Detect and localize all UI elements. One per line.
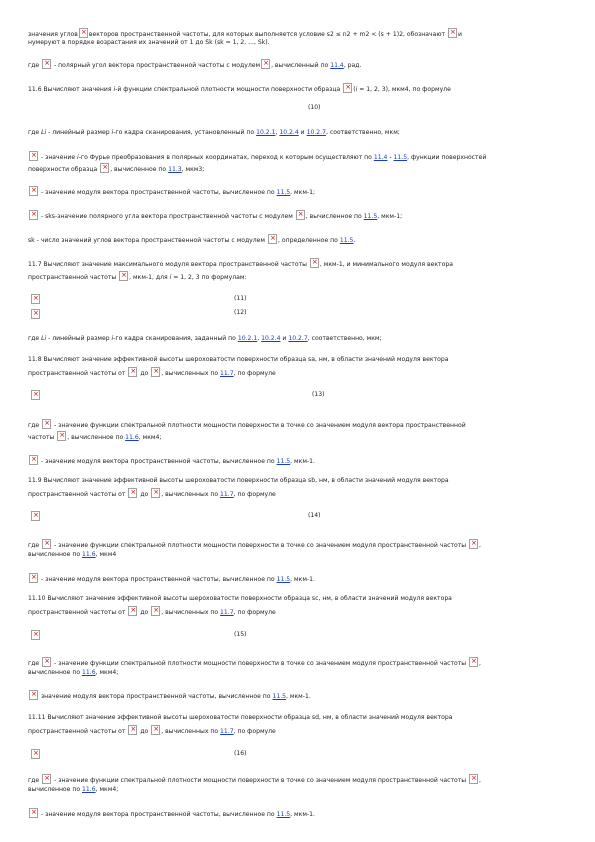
broken-image-icon: [128, 606, 137, 616]
formula-image-icon: [31, 511, 40, 521]
broken-image-icon: [42, 774, 51, 784]
link-11-4[interactable]: 11.4: [373, 154, 388, 161]
text-line: где × - полярный угол вектора пространственной частоты с модулем× , вычисленный по 11.4, рад.: [28, 59, 361, 70]
text-line: пространственной частоты от × до × , вычисленных по 11.7, по формуле: [28, 606, 276, 617]
link-11-7[interactable]: 11.7: [220, 491, 234, 498]
text-line: пространственной частоты от × до × , вычисленных по 11.7, по формуле: [28, 488, 276, 499]
broken-image-icon: [42, 539, 51, 549]
link-11-7[interactable]: 11.7: [220, 609, 234, 616]
broken-image-icon: [151, 606, 160, 616]
link-11-5[interactable]: 11.5: [276, 811, 291, 818]
link-11-6[interactable]: 11.6: [82, 551, 96, 558]
text-line: где × - значение функции спектральной плотности мощности поверхности в точке со значением модуля пространственной частоты × ,: [28, 539, 481, 550]
broken-image-icon: [29, 690, 38, 700]
formula-image-icon: [31, 294, 40, 304]
broken-image-icon: [343, 83, 352, 93]
broken-image-icon: [151, 488, 160, 498]
text-line: значения углов× векторов пространственной частоты, для которых выполняется условие s2 ≤ n2 + m2 < (s + 1)2, обозначают × и: [28, 28, 462, 39]
formula-number: (15): [234, 631, 247, 638]
link-11-4[interactable]: 11.4: [330, 62, 344, 69]
broken-image-icon: [296, 210, 305, 220]
text-line: нумеруют в порядке возрастания их значений от 1 до Sk (sk = 1, 2, ..., Sk).: [28, 39, 270, 46]
link-11-6[interactable]: 11.6: [82, 669, 96, 676]
text-line: × - значение i-го Фурье преобразования в полярных координатах, переход к которым осуществляют по 11.4 - 11.5, функции поверхностей: [28, 151, 486, 162]
link-11-6[interactable]: 11.6: [82, 786, 96, 793]
broken-image-icon: [79, 28, 88, 38]
broken-image-icon: [42, 59, 51, 69]
text-line: 11.8 Вычисляют значение эффективной высоты шероховатости поверхности образца sa, нм, в области значений модуля вектора: [28, 356, 449, 363]
text-line: частоты × , вычисленное по 11.6, мкм4;: [28, 431, 161, 442]
broken-image-icon: [29, 210, 38, 220]
link-10-2-4[interactable]: 10.2.4: [279, 129, 299, 136]
broken-image-icon: [128, 488, 137, 498]
broken-image-icon: [310, 258, 319, 268]
link-11-5[interactable]: 11.5: [339, 237, 354, 244]
link-11-3[interactable]: 11.3: [168, 166, 182, 173]
broken-image-icon: [29, 573, 38, 583]
text-line: 11.7 Вычисляют значение максимального модуля вектора пространственной частоты × , мкм-1, и минимального модуля вектора: [28, 258, 453, 269]
formula-image-icon: [31, 309, 40, 319]
link-11-5[interactable]: 11.5: [393, 154, 408, 161]
broken-image-icon: [29, 808, 38, 818]
link-11-7[interactable]: 11.7: [220, 370, 234, 377]
link-11-6[interactable]: 11.6: [125, 434, 139, 441]
text-line: где × - значение функции спектральной плотности мощности поверхности в точке со значением модуля вектора пространственной: [28, 419, 466, 430]
text-line: 11.11 Вычисляют значение эффективной высоты шероховатости поверхности образца sd, нм, в области значений модуля вектора: [28, 714, 453, 721]
text-line: вычисленное по 11.6, мкм4;: [28, 786, 119, 793]
text-line: 11.10 Вычисляют значение эффективной высоты шероховатости поверхности образца sc, нм, в области значений модуля вектора: [28, 595, 452, 602]
text-line: × - значение модуля вектора пространственной частоты, вычисленное по 11.5, мкм-1.: [28, 455, 315, 466]
formula-image-icon: [31, 390, 40, 400]
link-11-5[interactable]: 11.5: [276, 576, 291, 583]
link-11-5[interactable]: 11.5: [276, 458, 291, 465]
broken-image-icon: [469, 657, 478, 667]
link-10-2-7[interactable]: 10.2.7: [288, 335, 308, 342]
broken-image-icon: [128, 725, 137, 735]
broken-image-icon: [268, 234, 277, 244]
broken-image-icon: [29, 186, 38, 196]
text-line: пространственной частоты от × до × , вычисленных по 11.7, по формуле: [28, 367, 276, 378]
text-line: поверхности образца × , вычисленное по 11.3, мкм3;: [28, 163, 204, 174]
broken-image-icon: [42, 657, 51, 667]
text-line: где Li - линейный размер i-го кадра сканирования, установленный по 10.2.1, 10.2.4 и 10.2.7, соответственно, мкм;: [28, 129, 400, 136]
link-11-5[interactable]: 11.5: [272, 693, 287, 700]
link-11-7[interactable]: 11.7: [220, 728, 234, 735]
link-10-2-1[interactable]: 10.2.1: [256, 129, 276, 136]
formula-number: (10): [308, 104, 321, 111]
broken-image-icon: [57, 431, 66, 441]
broken-image-icon: [128, 367, 137, 377]
broken-image-icon: [469, 539, 478, 549]
text-line: где × - значение функции спектральной плотности мощности поверхности в точке со значением модуля пространственной частоты × ,: [28, 774, 481, 785]
link-11-5[interactable]: 11.5: [363, 213, 378, 220]
text-line: пространственной частоты от × до × , вычисленных по 11.7, по формуле: [28, 725, 276, 736]
broken-image-icon: [261, 59, 270, 69]
broken-image-icon: [469, 774, 478, 784]
text-line: где × - значение функции спектральной плотности мощности поверхности в точке со значением модуля пространственной частоты × ,: [28, 657, 481, 668]
link-11-5[interactable]: 11.5: [276, 189, 291, 196]
broken-image-icon: [448, 28, 457, 38]
broken-image-icon: [42, 419, 51, 429]
link-10-2-4[interactable]: 10.2.4: [261, 335, 281, 342]
broken-image-icon: [100, 163, 109, 173]
text-line: × значение модуля вектора пространственной частоты, вычисленное по 11.5, мкм-1.: [28, 690, 311, 701]
link-10-2-1[interactable]: 10.2.1: [237, 335, 258, 342]
text-line: 11.9 Вычисляют значение эффективной высоты шероховатости поверхности образца sb, нм, в области значений модуля вектора: [28, 477, 449, 484]
text-line: вычисленное по 11.6, мкм4;: [28, 669, 119, 676]
broken-image-icon: [151, 367, 160, 377]
formula-image-icon: [31, 630, 40, 640]
text-line: × - значение модуля вектора пространственной частоты, вычисленное по 11.5, мкм-1;: [28, 186, 315, 197]
text-line: × - значение модуля вектора пространственной частоты, вычисленное по 11.5, мкм-1.: [28, 573, 315, 584]
broken-image-icon: [29, 151, 38, 161]
text-line: × - значение модуля вектора пространственной частоты, вычисленное по 11.5, мкм-1.: [28, 808, 315, 819]
formula-number: (13): [312, 391, 325, 398]
text-line: вычисленное по 11.6, мкм4: [28, 551, 117, 558]
broken-image-icon: [29, 455, 38, 465]
text-line: пространственной частоты × , мкм-1, для i = 1, 2, 3 по формулам:: [28, 271, 247, 282]
formula-number: (12): [234, 309, 247, 316]
formula-number: (14): [308, 512, 321, 519]
text-line: где Li - линейный размер i-го кадра сканирования, заданный по 10.2.1, 10.2.4 и 10.2.7, соответственно, мкм;: [28, 335, 382, 342]
link-10-2-7[interactable]: 10.2.7: [306, 129, 326, 136]
formula-number: (16): [234, 750, 247, 757]
text-line: sk - число значений углов вектора пространственной частоты с модулем × , определенное по 11.5.: [28, 234, 355, 245]
text-line: 11.6 Вычисляют значения i-й функции спектральной плотности мощности поверхности образца × (i = 1, 2, 3), мкм4, по формуле: [28, 83, 451, 94]
formula-image-icon: [31, 749, 40, 759]
text-line: × - sks-значение полярного угла вектора пространственной частоты с модулем × , вычисленное по 11.5, мкм-1;: [28, 210, 402, 221]
broken-image-icon: [151, 725, 160, 735]
broken-image-icon: [119, 271, 128, 281]
formula-number: (11): [234, 295, 247, 302]
